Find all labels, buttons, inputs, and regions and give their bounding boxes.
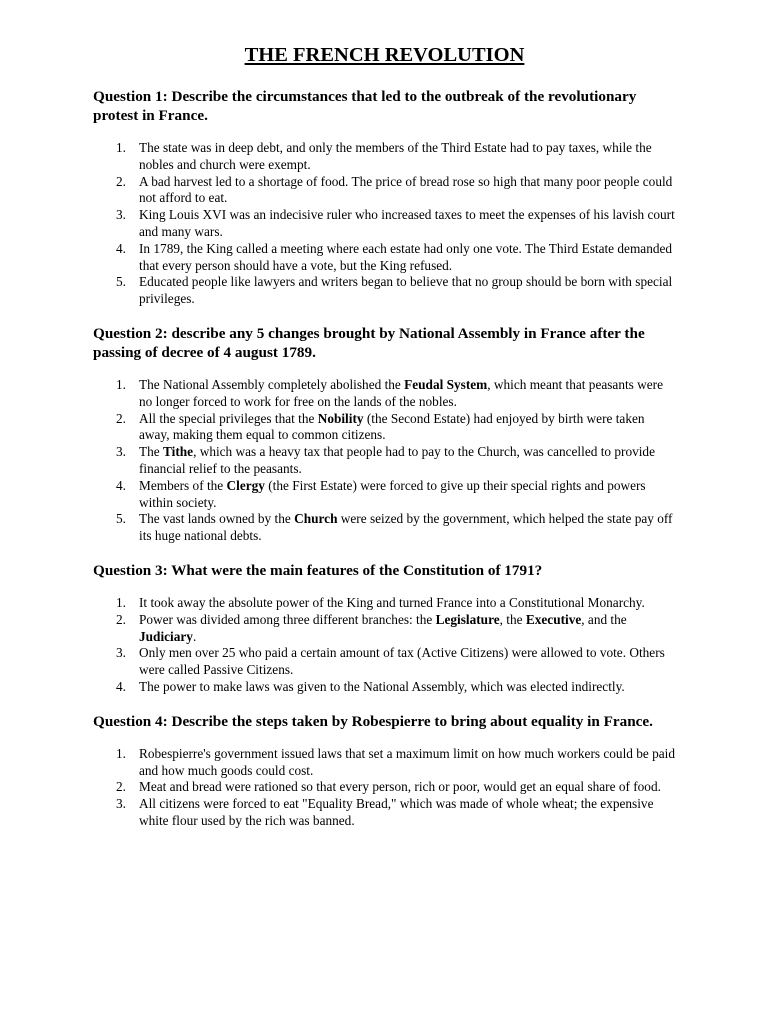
- question-2-answer-list: [93, 377, 676, 545]
- answer-item: [93, 377, 676, 411]
- document-title: THE FRENCH REVOLUTION: [244, 44, 525, 66]
- answer-text: Power was divided among three different branches: the: [139, 611, 436, 627]
- answer-text: The state was in deep debt, and only the members of the Third Estate had to pay taxes, while the nobles and church were exempt.: [139, 140, 652, 172]
- answer-item: [93, 595, 676, 612]
- answer-item: [93, 174, 676, 208]
- answer-item: [93, 796, 676, 830]
- answer-number: 4.: [116, 678, 126, 694]
- answer-item: [93, 207, 676, 241]
- question-4-heading: Question 4: Describe the steps taken by Robespierre to bring about equality in France.: [93, 712, 653, 730]
- answer-item: [93, 444, 676, 478]
- answer-number: 2.: [116, 410, 126, 426]
- answer-text: were seized by the government, which helped the state pay off its huge national debts.: [139, 511, 673, 544]
- answer-item: [93, 679, 676, 696]
- answer-number: 1.: [116, 745, 126, 761]
- answer-key-term: Feudal System: [404, 376, 488, 392]
- answer-number: 5.: [116, 511, 126, 527]
- answer-number: 4.: [116, 240, 126, 256]
- answer-text: Meat and bread were rationed so that every person, rich or poor, would get an equal share of food.: [139, 779, 661, 795]
- answer-number: 3.: [116, 444, 126, 460]
- answer-text: , which meant that peasants were no longer forced to work for free on the lands of the nobles.: [139, 376, 663, 409]
- answer-number: 4.: [116, 477, 126, 493]
- answer-item: [93, 779, 676, 796]
- answer-text: It took away the absolute power of the King and turned France into a Constitutional Monarchy.: [139, 594, 645, 610]
- question-3-answer-list: [93, 595, 676, 696]
- answer-item: [93, 411, 676, 445]
- answer-number: 2.: [116, 779, 126, 795]
- question-1-answer-list: [93, 140, 676, 308]
- question-4-section: [93, 712, 676, 830]
- answer-key-term: Legislature: [435, 611, 500, 627]
- answer-item: [93, 612, 676, 646]
- answer-text: .: [192, 628, 197, 644]
- question-1-heading: Question 1: Describe the circumstances that led to the outbreak of the revolutionary protest in France.: [93, 88, 637, 124]
- question-4-answer-list: [93, 746, 676, 830]
- answer-text: , which was a heavy tax that people had to pay to the Church, was cancelled to provide financial relief to the peasants.: [139, 444, 655, 476]
- answer-number: 3.: [116, 207, 126, 223]
- answer-text: A bad harvest led to a shortage of food. The price of bread rose so high that many poor people could not afford to eat.: [139, 173, 673, 206]
- answer-number: 3.: [116, 645, 126, 661]
- answer-number: 1.: [116, 140, 126, 155]
- answer-item: [93, 645, 676, 679]
- question-2-section: [93, 324, 676, 545]
- answer-number: 2.: [116, 611, 126, 627]
- answer-item: [93, 274, 676, 308]
- answer-text: All citizens were forced to eat "Equality Bread," which was made of whole wheat; the expensive white flour used by the rich was banned.: [139, 796, 654, 828]
- question-2-heading: Question 2: describe any 5 changes brought by National Assembly in France after the passing of decree of 4 august 1789.: [93, 324, 645, 361]
- answer-key-term: Executive: [525, 611, 582, 627]
- question-3-heading: Question 3: What were the main features of the Constitution of 1791?: [93, 561, 543, 579]
- answer-text: , the: [499, 611, 526, 627]
- answer-key-term: Church: [294, 511, 338, 527]
- answer-item: [93, 140, 676, 174]
- answer-text: Robespierre's government issued laws that set a maximum limit on how much workers could be paid and how much goods could cost.: [139, 745, 676, 778]
- answer-number: 2.: [116, 173, 126, 189]
- answer-text: All the special privileges that the: [139, 410, 318, 426]
- answer-text: (the First Estate) were forced to give up their special rights and powers within society.: [139, 477, 646, 510]
- answer-number: 1.: [116, 594, 126, 610]
- answer-item: [93, 746, 676, 780]
- answer-text: King Louis XVI was an indecisive ruler who increased taxes to meet the expenses of his lavish court and many wars.: [139, 207, 675, 239]
- question-1-section: [93, 87, 676, 308]
- answer-number: 3.: [116, 796, 126, 812]
- answer-text: Members of the: [139, 477, 227, 493]
- answer-number: 1.: [116, 376, 126, 392]
- answer-text: Educated people like lawyers and writers began to believe that no group should be born with special privileges.: [139, 274, 673, 307]
- answer-key-term: Tithe: [163, 444, 194, 460]
- answer-text: The: [139, 444, 163, 460]
- answer-text: Only men over 25 who paid a certain amount of tax (Active Citizens) were allowed to vote. Others were called Passive Citizens.: [139, 645, 665, 678]
- answer-text: , and the: [581, 611, 627, 627]
- answer-item: [93, 511, 676, 545]
- answer-key-term: Nobility: [317, 410, 364, 426]
- question-3-section: [93, 561, 676, 696]
- answer-text: In 1789, the King called a meeting where each estate had only one vote. The Third Estate demanded that every person should have a vote, but the King refused.: [139, 240, 673, 273]
- answer-key-term: Clergy: [226, 477, 265, 493]
- answer-text: The vast lands owned by the: [139, 511, 295, 527]
- answer-text: The National Assembly completely abolished the: [139, 376, 405, 392]
- answer-text: The power to make laws was given to the National Assembly, which was elected indirectly.: [139, 678, 625, 694]
- answer-item: [93, 478, 676, 512]
- answer-item: [93, 241, 676, 275]
- answer-number: 5.: [116, 274, 126, 290]
- answer-text: (the Second Estate) had enjoyed by birth were taken away, making them equal to common citizens.: [139, 410, 645, 443]
- answer-key-term: Judiciary: [139, 628, 193, 644]
